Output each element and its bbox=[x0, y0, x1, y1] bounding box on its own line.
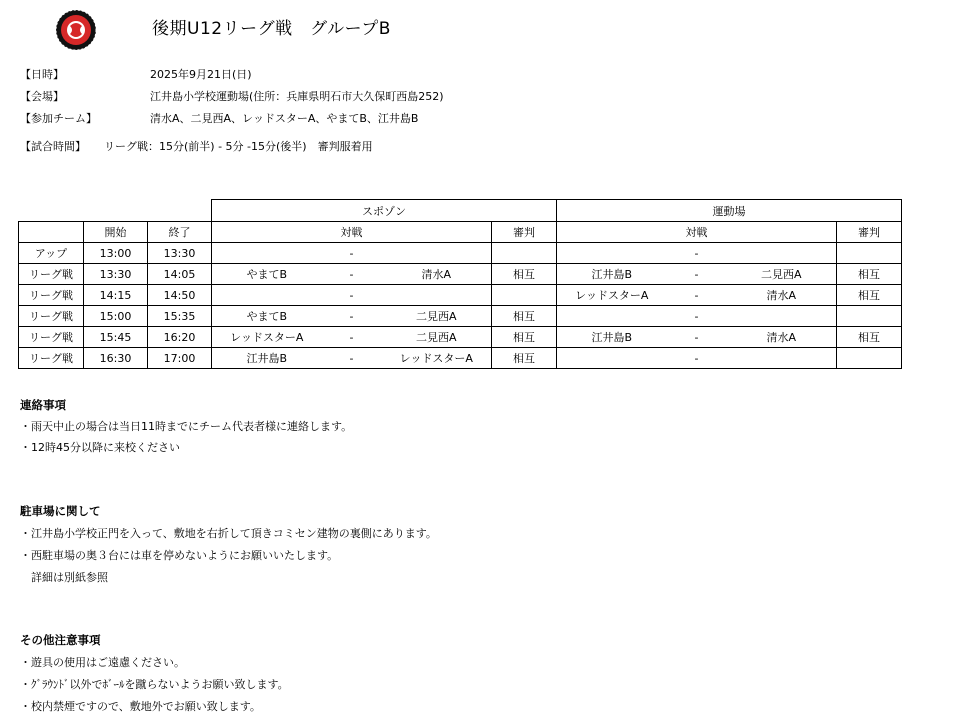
info-timing bbox=[20, 138, 373, 154]
cell-v2sep: - bbox=[667, 264, 727, 285]
cell-v2ref bbox=[837, 243, 902, 264]
other-line: ・ｸﾞﾗｳﾝﾄﾞ以外でﾎﾞｰﾙを蹴らないようお願い致します。 bbox=[20, 678, 289, 691]
info-venue-label: 【会場】 bbox=[20, 90, 64, 103]
schedule-body bbox=[19, 243, 902, 369]
cell-v2b: 清水A bbox=[727, 327, 837, 348]
cell-v1sep: - bbox=[322, 264, 382, 285]
cell-v1sep: - bbox=[322, 327, 382, 348]
schedule-row bbox=[19, 348, 902, 369]
venue-ground: 運動場 bbox=[557, 200, 902, 222]
info-date-value: 2025年9月21日(日) bbox=[150, 68, 252, 81]
cell-v1sep: - bbox=[322, 285, 382, 306]
cell-v2a: レッドスターA bbox=[557, 285, 667, 306]
schedule-row bbox=[19, 285, 902, 306]
cell-v2sep: - bbox=[667, 285, 727, 306]
cell-v1ref: 相互 bbox=[492, 264, 557, 285]
other-title: その他注意事項 bbox=[20, 633, 101, 647]
info-date-label: 【日時】 bbox=[20, 68, 64, 81]
cell-v1a: やまてB bbox=[212, 264, 322, 285]
col-ref-1: 審判 bbox=[492, 222, 557, 243]
cell-v2ref: 相互 bbox=[837, 285, 902, 306]
cell-end: 16:20 bbox=[148, 327, 212, 348]
col-end: 終了 bbox=[148, 222, 212, 243]
cell-type: リーグ戦 bbox=[19, 327, 84, 348]
cell-v1ref: 相互 bbox=[492, 348, 557, 369]
header-row-columns bbox=[19, 222, 902, 243]
cell-type: リーグ戦 bbox=[19, 285, 84, 306]
info-timing-value: リーグ戦：15分(前半) - 5分 -15分(後半) 審判服着用 bbox=[104, 140, 373, 153]
cell-v1a: レッドスターA bbox=[212, 327, 322, 348]
cell-start: 15:45 bbox=[84, 327, 148, 348]
col-start: 開始 bbox=[84, 222, 148, 243]
info-date bbox=[20, 66, 252, 82]
venue-sposon: スポゾン bbox=[212, 200, 557, 222]
info-venue-value: 江井島小学校運動場(住所：兵庫県明石市大久保町西島252) bbox=[150, 90, 444, 103]
notice-line: ・雨天中止の場合は当日11時までにチーム代表者様に連絡します。 bbox=[20, 420, 353, 433]
cell-v2a bbox=[557, 306, 667, 327]
cell-end: 17:00 bbox=[148, 348, 212, 369]
cell-v1a: やまてB bbox=[212, 306, 322, 327]
cell-start: 15:00 bbox=[84, 306, 148, 327]
cell-v2sep: - bbox=[667, 348, 727, 369]
notice-line: ・12時45分以降に来校ください bbox=[20, 441, 180, 454]
col-ref-2: 審判 bbox=[837, 222, 902, 243]
cell-v1sep: - bbox=[322, 243, 382, 264]
cell-type: リーグ戦 bbox=[19, 348, 84, 369]
info-teams-label: 【参加チーム】 bbox=[20, 112, 97, 125]
parking-line: 詳細は別紙参照 bbox=[20, 571, 108, 584]
cell-type: リーグ戦 bbox=[19, 306, 84, 327]
schedule-row bbox=[19, 264, 902, 285]
cell-v2a: 江井島B bbox=[557, 327, 667, 348]
col-match-1: 対戦 bbox=[212, 222, 492, 243]
header-row-venues bbox=[19, 200, 902, 222]
cell-type: アップ bbox=[19, 243, 84, 264]
cell-v2a bbox=[557, 243, 667, 264]
other-line: ・校内禁煙ですので、敷地外でお願い致します。 bbox=[20, 700, 261, 713]
info-venue bbox=[20, 88, 444, 104]
cell-v1b: 二見西A bbox=[382, 306, 492, 327]
schedule-row bbox=[19, 243, 902, 264]
cell-v2b: 二見西A bbox=[727, 264, 837, 285]
schedule-row bbox=[19, 327, 902, 348]
cell-v2b: 清水A bbox=[727, 285, 837, 306]
cell-v1b: レッドスターA bbox=[382, 348, 492, 369]
col-match-2: 対戦 bbox=[557, 222, 837, 243]
parking-title: 駐車場に関して bbox=[20, 504, 101, 518]
schedule-table bbox=[18, 199, 902, 369]
cell-start: 14:15 bbox=[84, 285, 148, 306]
cell-v2b bbox=[727, 348, 837, 369]
cell-v1ref: 相互 bbox=[492, 327, 557, 348]
other-line: ・遊具の使用はご遠慮ください。 bbox=[20, 656, 185, 669]
cell-v2sep: - bbox=[667, 243, 727, 264]
cell-v2a bbox=[557, 348, 667, 369]
cell-v2sep: - bbox=[667, 327, 727, 348]
cell-v2b bbox=[727, 243, 837, 264]
page-title: 後期U12リーグ戦 グループB bbox=[152, 19, 391, 39]
cell-v2b bbox=[727, 306, 837, 327]
cell-v1ref bbox=[492, 285, 557, 306]
cell-v2a: 江井島B bbox=[557, 264, 667, 285]
info-teams-value: 清水A、二見西A、レッドスターA、やまてB、江井島B bbox=[150, 112, 419, 125]
cell-end: 15:35 bbox=[148, 306, 212, 327]
cell-v2ref: 相互 bbox=[837, 264, 902, 285]
cell-start: 13:30 bbox=[84, 264, 148, 285]
cell-v1a bbox=[212, 285, 322, 306]
cell-end: 14:05 bbox=[148, 264, 212, 285]
cell-v1a: 江井島B bbox=[212, 348, 322, 369]
cell-v1sep: - bbox=[322, 306, 382, 327]
cell-start: 16:30 bbox=[84, 348, 148, 369]
cell-type: リーグ戦 bbox=[19, 264, 84, 285]
cell-v1b bbox=[382, 285, 492, 306]
cell-v2ref bbox=[837, 306, 902, 327]
info-timing-label: 【試合時間】 bbox=[20, 140, 86, 153]
cell-v1a bbox=[212, 243, 322, 264]
club-logo bbox=[54, 8, 98, 52]
parking-line: ・江井島小学校正門を入って、敷地を右折して頂きコミセン建物の裏側にあります。 bbox=[20, 527, 437, 540]
schedule-row bbox=[19, 306, 902, 327]
cell-v1ref: 相互 bbox=[492, 306, 557, 327]
info-teams bbox=[20, 110, 419, 126]
cell-v1sep: - bbox=[322, 348, 382, 369]
cell-v2sep: - bbox=[667, 306, 727, 327]
cell-end: 14:50 bbox=[148, 285, 212, 306]
cell-v1b: 清水A bbox=[382, 264, 492, 285]
notice-title: 連絡事項 bbox=[20, 398, 66, 412]
cell-v1b: 二見西A bbox=[382, 327, 492, 348]
parking-line: ・西駐車場の奥３台には車を停めないようにお願いいたします。 bbox=[20, 549, 339, 562]
cell-v1ref bbox=[492, 243, 557, 264]
cell-v2ref: 相互 bbox=[837, 327, 902, 348]
cell-start: 13:00 bbox=[84, 243, 148, 264]
cell-end: 13:30 bbox=[148, 243, 212, 264]
cell-v2ref bbox=[837, 348, 902, 369]
cell-v1b bbox=[382, 243, 492, 264]
